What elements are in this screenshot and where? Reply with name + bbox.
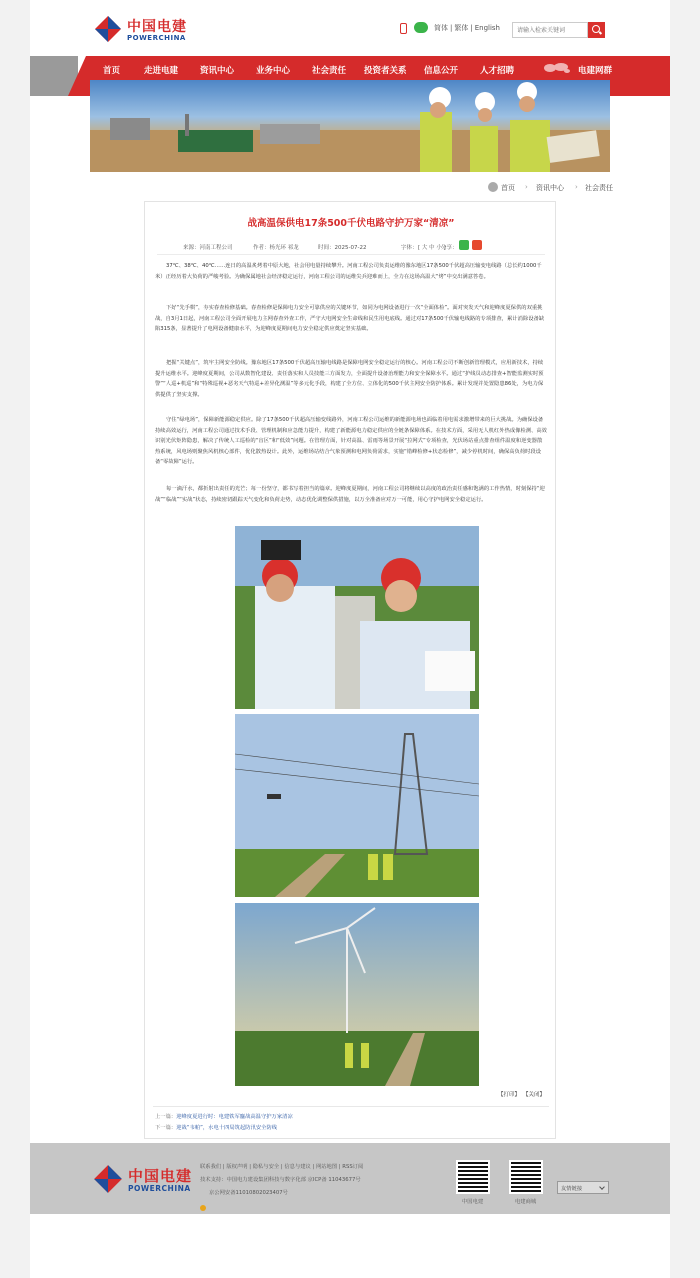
font-size-switcher[interactable]: [ 大 中 小 ] bbox=[418, 245, 446, 251]
breadcrumb-separator: › bbox=[575, 183, 578, 191]
article-photo-windfarm bbox=[235, 903, 479, 1086]
nav-disclosure[interactable]: 信息公开 bbox=[424, 66, 459, 76]
logo-cn-text: 中国电建 bbox=[127, 19, 187, 35]
article-photo-drone bbox=[235, 714, 479, 897]
footer-support: 技术支持：中国电力建设集团科技与数字化部 京ICP备 11043677号 bbox=[200, 1177, 361, 1183]
nav-csr[interactable]: 社会责任 bbox=[312, 66, 347, 76]
lang-simplified[interactable]: 简体 bbox=[434, 24, 448, 32]
nav-investors[interactable]: 投资者关系 bbox=[364, 66, 407, 76]
banner-image bbox=[90, 80, 610, 172]
powerchina-logo-icon bbox=[93, 14, 123, 44]
share-wechat-icon[interactable] bbox=[459, 240, 469, 250]
nav-home[interactable]: 首页 bbox=[103, 66, 121, 76]
article-source: 来源：河南工程公司 bbox=[183, 245, 233, 251]
prev-article bbox=[155, 1112, 293, 1120]
qr-code-icon bbox=[456, 1160, 490, 1194]
friend-links-select[interactable] bbox=[557, 1181, 609, 1194]
article-title: 战高温保供电17条500千伏电路守护万家“清凉” bbox=[247, 218, 455, 229]
article-paragraph: 把握“关键点”，筑牢主网安全防线。豫东地区17条500千伏超高压输电线路是保障电网安全稳定运行的核心。河南工程公司不断创新管理模式，应用新技术，持续提升运维水平。迎峰度夏期间，公司从数智化建设、责任落实和人员技能三方面发力，全面提升设备治理能力和安全保障水平。通过“护线员动态排查+智能监测实时预警”“人巡+机巡”和“特殊巡视+恶劣天气特巡+差异化测温”等多元化手段，构建了全方位、立体化的500千伏主网安全防护体系。累计发现并处置隐患86处，为电力保供提供了坚实支撑。 bbox=[155, 360, 544, 398]
wechat-icon[interactable] bbox=[414, 22, 428, 33]
breadcrumb-home[interactable]: 首页 bbox=[501, 184, 515, 192]
print-button[interactable]: 【打印】 bbox=[498, 1092, 521, 1098]
breadcrumb-news[interactable]: 资讯中心 bbox=[536, 184, 564, 192]
footer-links[interactable]: 联系我们 | 版权声明 | 隐私与安全 | 信息与建议 | 网站地图 | RSS订阅 bbox=[200, 1164, 364, 1170]
powerchina-logo-icon bbox=[92, 1163, 124, 1195]
breadcrumb-csr[interactable]: 社会责任 bbox=[585, 184, 613, 192]
prev-article-link[interactable]: 迎峰度夏进行时：电建铁军鏖战高温守护万家清凉 bbox=[176, 1114, 293, 1120]
footer-logo-cn: 中国电建 bbox=[128, 1167, 193, 1185]
nav-network[interactable]: 电建网群 bbox=[578, 66, 613, 76]
nav-about[interactable]: 走进电建 bbox=[144, 66, 179, 76]
next-article bbox=[155, 1123, 277, 1131]
search-input[interactable] bbox=[512, 22, 588, 38]
world-map-icon bbox=[542, 60, 572, 76]
prev-label: 上一篇： bbox=[155, 1114, 177, 1120]
page bbox=[30, 0, 670, 1278]
nav-news[interactable]: 资讯中心 bbox=[200, 66, 235, 76]
divider bbox=[157, 254, 545, 255]
logo-en-text: POWERCHINA bbox=[127, 34, 186, 42]
lang-traditional[interactable]: 繁体 bbox=[454, 24, 469, 32]
lang-english[interactable]: English bbox=[474, 24, 500, 32]
close-button[interactable]: 【关闭】 bbox=[523, 1092, 546, 1098]
qr1-label: 中国电建 bbox=[462, 1199, 484, 1205]
font-size-label: 字体： bbox=[401, 245, 418, 251]
powerchina-logo[interactable] bbox=[93, 14, 213, 44]
article-paragraph: 守住“绿电场”，保障新能源稳定供应。除了17条500千伏超高压输变线路外，河南工程公司运维的新能源电场也面临着用电需求激增带来的巨大挑战。为确保设备持续高效运行，河南工程公司通过技术手段、管理机制和应急能力提升，构建了新能源电力稳定供应的全链条保障体系。在技术方面，采用无人机红外热成像检测、高效识别光伏矩阵隐患，解决了传统人工巡检的“盲区”和“低效”问题。在管理方面，针对高温、雷雨等场景开展“拉网式”专项检查，光伏场站重点排查组件温度和逆变器散热系统，风电场则聚焦风机核心部件，优化散热设计。此外，运维场站结合气象预测和电网负荷需求，实施“错峰检修+状态检修”，减少停机时间，确保高负荷时段设备“零故障”运行。 bbox=[155, 417, 547, 466]
home-icon bbox=[488, 182, 498, 192]
next-label: 下一篇： bbox=[155, 1125, 177, 1131]
language-switcher: 简体 | 繁体 | English bbox=[434, 24, 500, 32]
breadcrumb-separator: › bbox=[525, 183, 528, 191]
article-author: 作者：杨光环 祁龙 bbox=[253, 245, 299, 251]
qr-code-icon bbox=[509, 1160, 543, 1194]
share-weibo-icon[interactable] bbox=[472, 240, 482, 250]
friend-links-label: 友情链接 bbox=[561, 1186, 583, 1192]
divider bbox=[153, 1106, 549, 1107]
chevron-down-icon bbox=[599, 1184, 605, 1190]
nav-business[interactable]: 业务中心 bbox=[256, 66, 291, 76]
footer-icp[interactable]: 京公网安备11010802023407号 bbox=[209, 1190, 288, 1196]
article-paragraph: 每一滴汗水，都折射出责任的光芒；每一份坚守，都书写着担当的篇章。迎峰度夏期间，河南工程公司将继续以高度的政治责任感和饱满的工作热情，时刻保持“迎战”“临战”“实战”状态，持续密切跟踪天气变化和负荷走势，动态优化调整保供措施，以万全准备应对万一可能，用心守护电网安全稳定运行。 bbox=[155, 486, 545, 503]
nav-careers[interactable]: 人才招聘 bbox=[480, 66, 515, 76]
next-article-link[interactable]: 迎战“韦帕”，水电十四局筑起防汛安全防线 bbox=[176, 1125, 278, 1131]
mobile-icon[interactable] bbox=[400, 23, 407, 34]
article-paragraph: 下好“先手棋”，夯实春查检修基础。春查检修是保障电力安全可靠供应的关键环节，如同为电网设备进行一次“全面体检”。面对突发天气和迎峰度夏保供的双重挑战，自3月1日起，河南工程公司全面开展电力主网春查外查工作，严守大电网安全生命线和民生用电底线。通过对17条500千伏输电线路的专项排查，累计消除设备缺陷315条，显著提升了电网设备健康水平，为迎峰度夏期间电力安全稳定供应奠定坚实基础。 bbox=[155, 305, 545, 333]
police-badge-icon bbox=[200, 1205, 206, 1211]
footer-logo-en: POWERCHINA bbox=[128, 1184, 191, 1193]
article-time: 时间：2025-07-22 bbox=[318, 245, 367, 251]
article-photo-inspection bbox=[235, 526, 479, 709]
article-container bbox=[144, 201, 556, 1139]
search-button[interactable] bbox=[588, 22, 605, 38]
qr2-label: 电建商城 bbox=[515, 1199, 537, 1205]
share-label: 分享： bbox=[441, 245, 458, 251]
footer bbox=[30, 1143, 670, 1214]
article-paragraph: 37℃、38℃、40℃……连日的高温炙烤着中原大地，社会用电量持续攀升。河南工程公司负责运维的豫东地区17条500千伏超高压输变电线路（总长约1000千米）正经历着大负荷的严峻考验。为确保属地社会经济稳定运行，河南工程公司的运维尖兵迎难而上，全力在这场高温大“烤”中交出满意答卷。 bbox=[155, 263, 542, 280]
